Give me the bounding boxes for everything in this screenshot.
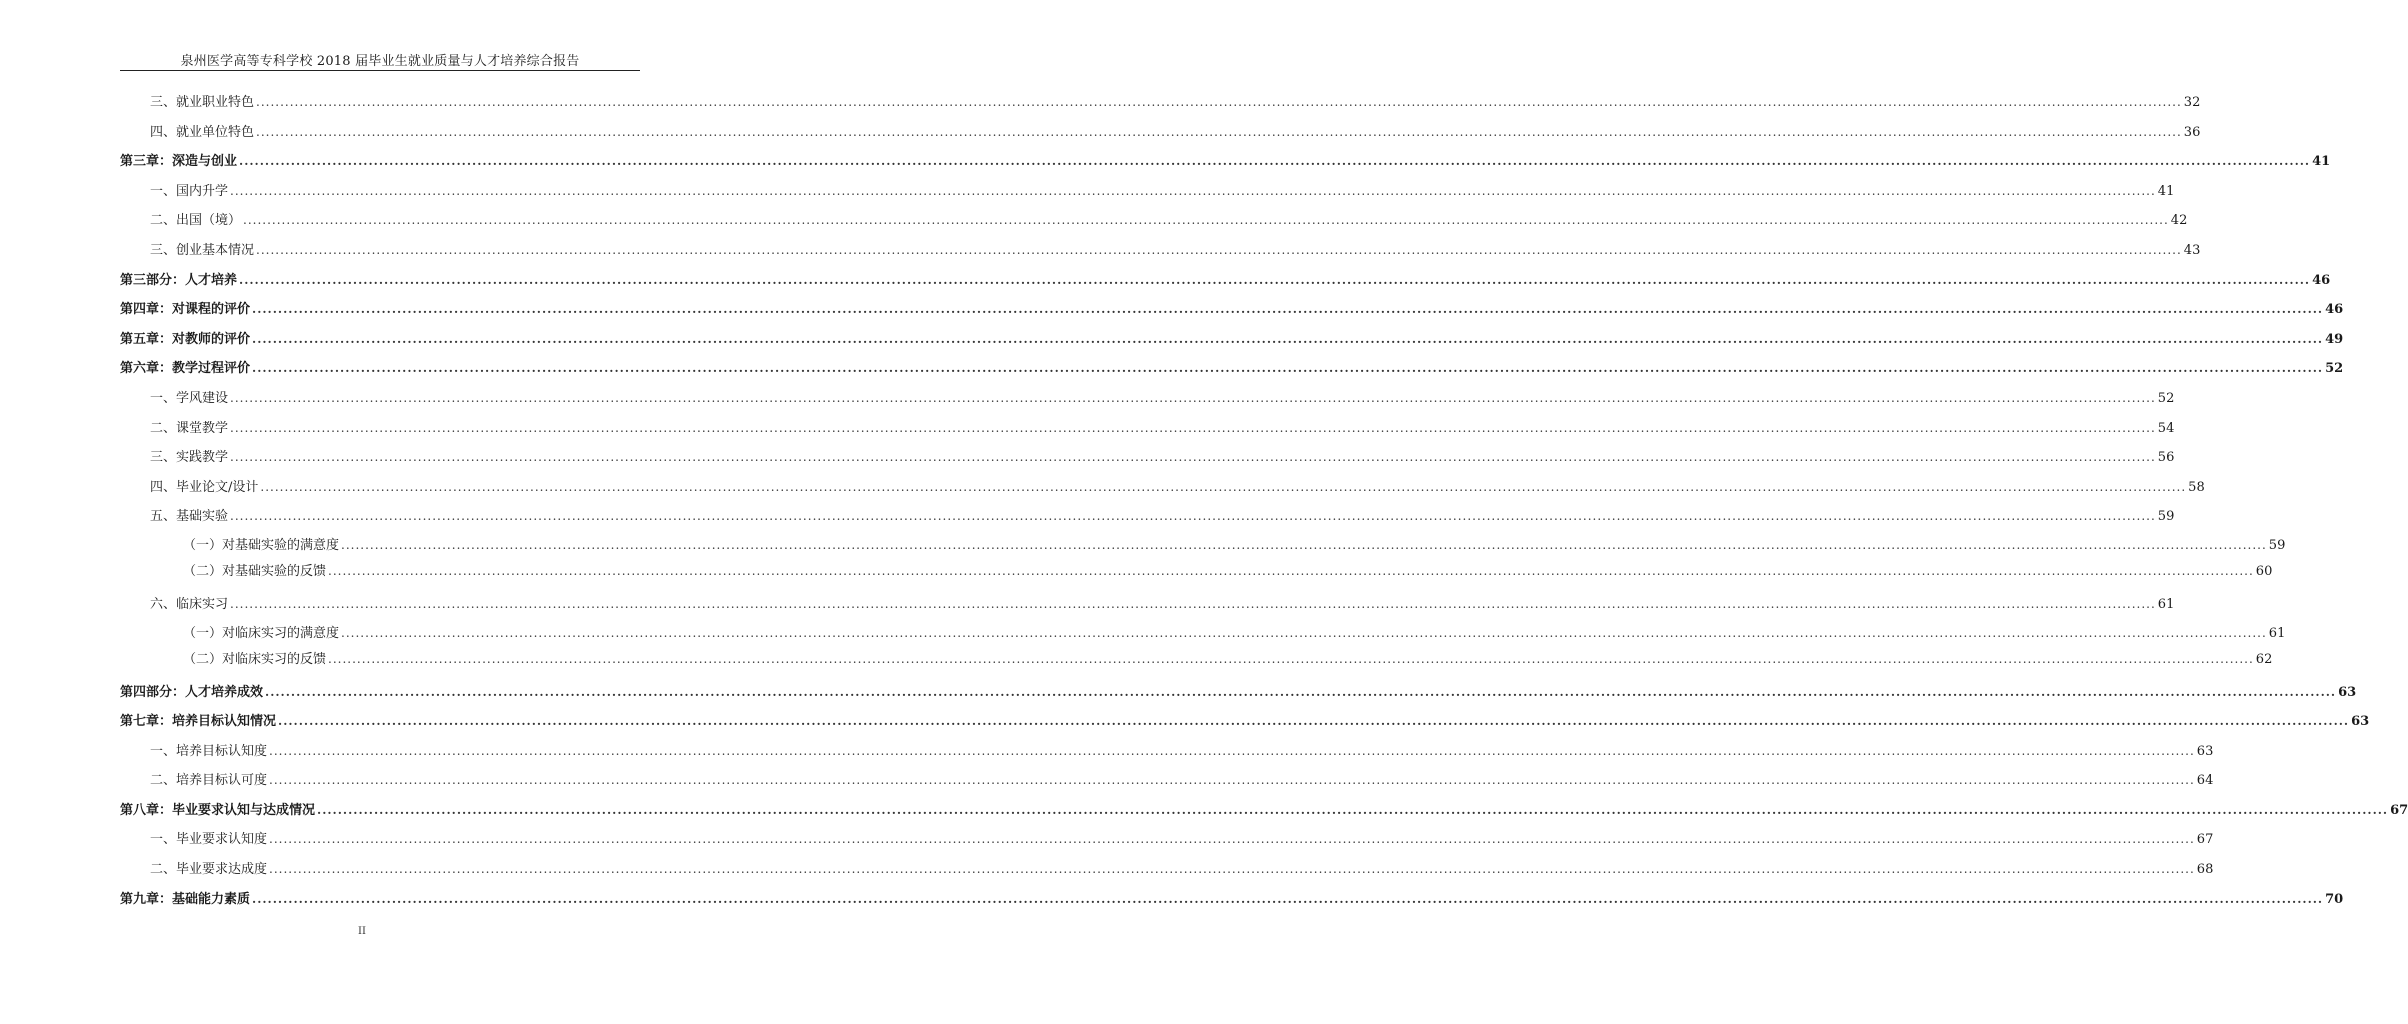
toc-entry[interactable] <box>120 796 2408 826</box>
toc-entry[interactable] <box>120 766 2214 796</box>
toc-entry[interactable] <box>120 532 2286 558</box>
toc-entry[interactable] <box>120 590 2175 620</box>
toc-entry-title: 一、毕业要求认知度 <box>150 832 268 848</box>
toc-entry-title: （一）对临床实习的满意度 <box>183 625 340 641</box>
toc-entry-page: 49 <box>2325 331 2344 347</box>
toc-entry[interactable] <box>120 885 2344 915</box>
toc-entry[interactable] <box>120 354 2344 384</box>
toc-entry-page: 61 <box>2268 625 2286 641</box>
toc-entry-page: 59 <box>2157 509 2175 525</box>
toc-entry[interactable] <box>120 443 2175 473</box>
toc-entry[interactable] <box>120 118 2201 148</box>
toc-entry[interactable] <box>120 825 2214 855</box>
toc-leader-dots: ................................................................................................................................................................................................................................................................................................................................................................................................................ <box>230 596 2156 611</box>
toc-entry-title: 第五章：对教师的评价 <box>120 331 251 347</box>
toc-leader-dots: ................................................................................................................................................................................................................................................................................................................................................................................................................ <box>317 802 2389 817</box>
toc-leader-dots: ................................................................................................................................................................................................................................................................................................................................................................................................................ <box>256 242 2182 257</box>
toc-entry-page: 63 <box>2338 684 2357 700</box>
toc-entry-page: 63 <box>2351 714 2370 730</box>
toc-leader-dots: ................................................................................................................................................................................................................................................................................................................................................................................................................ <box>252 302 2324 317</box>
toc-entry[interactable] <box>120 206 2188 236</box>
toc-leader-dots: ................................................................................................................................................................................................................................................................................................................................................................................................................ <box>341 625 2267 640</box>
toc-leader-dots: ................................................................................................................................................................................................................................................................................................................................................................................................................ <box>328 651 2254 666</box>
toc-entry-title: 五、基础实验 <box>150 509 229 525</box>
toc-leader-dots: ................................................................................................................................................................................................................................................................................................................................................................................................................ <box>341 537 2267 552</box>
toc-entry[interactable] <box>120 707 2370 737</box>
toc-entry-title: 二、出国（境） <box>150 213 242 229</box>
toc-entry-title: 三、就业职业特色 <box>150 95 255 110</box>
toc-leader-dots: ................................................................................................................................................................................................................................................................................................................................................................................................................ <box>256 95 2182 109</box>
toc-leader-dots: ................................................................................................................................................................................................................................................................................................................................................................................................................ <box>239 272 2311 287</box>
toc-entry[interactable] <box>120 414 2175 444</box>
toc-entry-page: 61 <box>2157 596 2175 612</box>
toc-entry-title: 二、课堂教学 <box>150 420 229 436</box>
toc-leader-dots: ................................................................................................................................................................................................................................................................................................................................................................................................................ <box>269 773 2195 788</box>
toc-leader-dots: ................................................................................................................................................................................................................................................................................................................................................................................................................ <box>230 450 2156 465</box>
toc-leader-dots: ................................................................................................................................................................................................................................................................................................................................................................................................................ <box>278 714 2350 729</box>
toc-entry-title: （一）对基础实验的满意度 <box>183 537 340 553</box>
toc-entry[interactable] <box>120 236 2201 266</box>
toc-entry-page: 52 <box>2157 390 2175 406</box>
toc-entry[interactable] <box>120 295 2344 325</box>
toc-leader-dots: ................................................................................................................................................................................................................................................................................................................................................................................................................ <box>328 563 2254 578</box>
toc-entry-title: 四、毕业论文/设计 <box>150 479 259 495</box>
toc-leader-dots: ................................................................................................................................................................................................................................................................................................................................................................................................................ <box>239 154 2311 169</box>
toc-leader-dots: ................................................................................................................................................................................................................................................................................................................................................................................................................ <box>252 331 2324 346</box>
toc-entry[interactable] <box>120 147 2331 177</box>
toc-entry[interactable] <box>120 646 2273 672</box>
toc-entry-title: （二）对基础实验的反馈 <box>183 563 327 579</box>
toc-entry[interactable] <box>120 384 2175 414</box>
toc-entry[interactable] <box>120 266 2331 296</box>
toc-entry-page: 41 <box>2157 183 2175 199</box>
toc-leader-dots: ................................................................................................................................................................................................................................................................................................................................................................................................................ <box>243 213 2169 228</box>
toc-entry-title: 第七章：培养目标认知情况 <box>120 714 277 730</box>
toc-leader-dots: ................................................................................................................................................................................................................................................................................................................................................................................................................ <box>269 862 2195 877</box>
toc-entry-title: 六、临床实习 <box>150 596 229 612</box>
toc-entry-page: 54 <box>2157 420 2175 436</box>
toc-entry-page: 68 <box>2196 862 2214 878</box>
toc-entry-page: 59 <box>2268 537 2286 553</box>
toc-entry[interactable] <box>120 678 2357 708</box>
toc-entry-title: 一、国内升学 <box>150 183 229 199</box>
toc-entry[interactable] <box>120 620 2286 646</box>
toc-entry-page: 42 <box>2170 213 2188 229</box>
page-header <box>120 50 640 69</box>
header-rule <box>120 70 640 71</box>
page-number: II <box>358 926 366 937</box>
toc-entry-page: 56 <box>2157 450 2175 466</box>
toc-entry-title: 第九章：基础能力素质 <box>120 891 251 907</box>
toc-entry-title: 第四部分：人才培养成效 <box>120 684 264 700</box>
report-title: 泉州医学高等专科学校 2018 届毕业生就业质量与人才培养综合报告 <box>180 54 580 69</box>
toc-entry[interactable] <box>120 737 2214 767</box>
toc-entry-page: 32 <box>2183 95 2201 110</box>
toc-leader-dots: ................................................................................................................................................................................................................................................................................................................................................................................................................ <box>269 832 2195 847</box>
toc-entry-page: 60 <box>2255 563 2273 579</box>
toc-entry[interactable] <box>120 558 2273 584</box>
toc-entry-page: 41 <box>2312 154 2331 170</box>
toc-entry-page: 52 <box>2325 361 2344 377</box>
table-of-contents <box>120 88 2408 914</box>
toc-leader-dots: ................................................................................................................................................................................................................................................................................................................................................................................................................ <box>269 743 2195 758</box>
toc-entry-title: 一、培养目标认知度 <box>150 743 268 759</box>
toc-entry-page: 46 <box>2325 302 2344 318</box>
toc-entry-page: 36 <box>2183 124 2201 140</box>
toc-entry-page: 67 <box>2196 832 2214 848</box>
toc-entry-page: 70 <box>2325 891 2344 907</box>
toc-entry-page: 62 <box>2255 651 2273 667</box>
toc-entry-title: （二）对临床实习的反馈 <box>183 651 327 667</box>
toc-entry-page: 67 <box>2390 802 2408 818</box>
toc-entry[interactable] <box>120 88 2201 118</box>
toc-entry-page: 63 <box>2196 743 2214 759</box>
toc-leader-dots: ................................................................................................................................................................................................................................................................................................................................................................................................................ <box>230 390 2156 405</box>
toc-entry-page: 46 <box>2312 272 2331 288</box>
toc-entry-page: 58 <box>2188 479 2205 495</box>
toc-leader-dots: ................................................................................................................................................................................................................................................................................................................................................................................................................ <box>260 479 2187 494</box>
toc-entry-title: 四、就业单位特色 <box>150 124 255 140</box>
toc-leader-dots: ................................................................................................................................................................................................................................................................................................................................................................................................................ <box>256 124 2182 139</box>
toc-entry[interactable] <box>120 855 2214 885</box>
toc-entry-title: 三、创业基本情况 <box>150 242 255 258</box>
toc-leader-dots: ................................................................................................................................................................................................................................................................................................................................................................................................................ <box>230 420 2156 435</box>
toc-entry-page: 64 <box>2196 773 2214 789</box>
toc-entry[interactable] <box>120 473 2205 503</box>
toc-entry-title: 第三章：深造与创业 <box>120 154 238 170</box>
toc-leader-dots: ................................................................................................................................................................................................................................................................................................................................................................................................................ <box>230 509 2156 524</box>
toc-leader-dots: ................................................................................................................................................................................................................................................................................................................................................................................................................ <box>252 891 2324 906</box>
toc-entry-title: 第四章：对课程的评价 <box>120 302 251 318</box>
toc-entry-title: 二、毕业要求达成度 <box>150 862 268 878</box>
toc-entry-title: 第八章：毕业要求认知与达成情况 <box>120 802 316 818</box>
toc-entry-title: 三、实践教学 <box>150 450 229 466</box>
toc-leader-dots: ................................................................................................................................................................................................................................................................................................................................................................................................................ <box>265 684 2337 699</box>
toc-entry[interactable] <box>120 325 2344 355</box>
toc-entry[interactable] <box>120 502 2175 532</box>
toc-entry-title: 第三部分：人才培养 <box>120 272 238 288</box>
toc-leader-dots: ................................................................................................................................................................................................................................................................................................................................................................................................................ <box>252 361 2324 376</box>
toc-entry[interactable] <box>120 177 2175 207</box>
page-footer <box>0 926 724 937</box>
toc-entry-page: 43 <box>2183 242 2201 258</box>
toc-leader-dots: ................................................................................................................................................................................................................................................................................................................................................................................................................ <box>230 183 2156 198</box>
toc-entry-title: 第六章：教学过程评价 <box>120 361 251 377</box>
toc-entry-title: 一、学风建设 <box>150 390 229 406</box>
toc-entry-title: 二、培养目标认可度 <box>150 773 268 789</box>
